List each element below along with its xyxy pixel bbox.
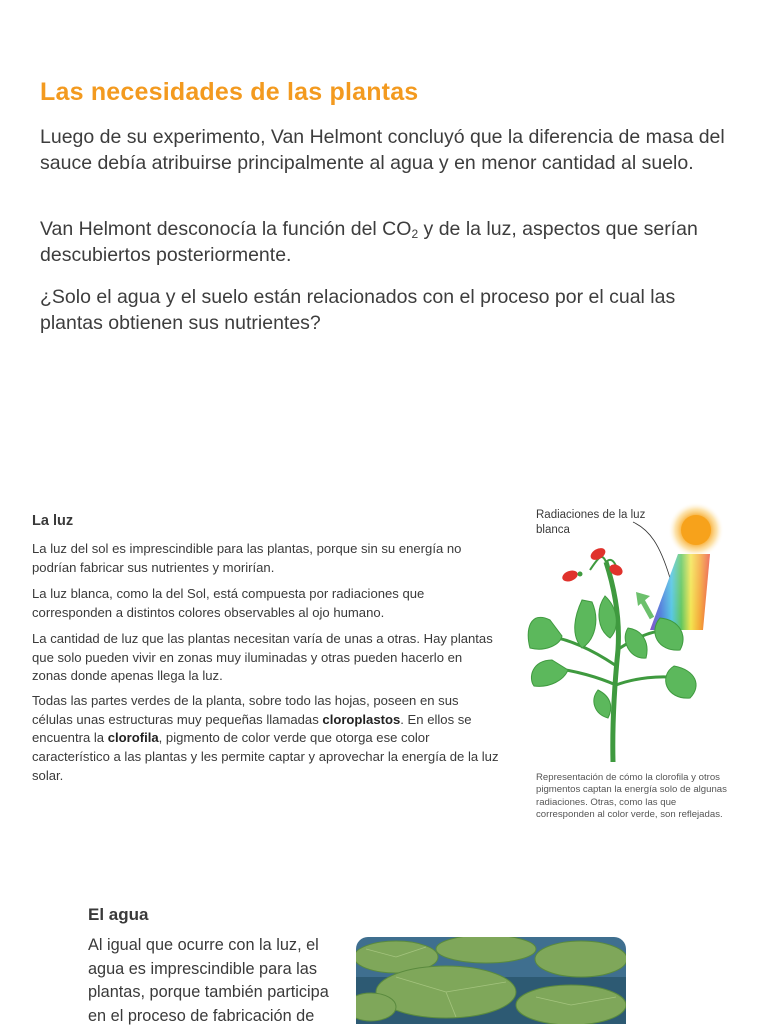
section-heading-luz: La luz	[32, 513, 74, 529]
figure-label: Radiaciones de la luz blanca	[536, 509, 646, 536]
sun-icon	[668, 502, 724, 558]
section-heading-agua: El agua	[88, 905, 149, 924]
page-title: Las necesidades de las plantas	[40, 78, 419, 106]
figure-caption: Representación de cómo la clorofila y otros pigmentos captan la energía solo de algunas radiaciones. Otras, como las que corresponden al color verde, son reflejadas.	[536, 772, 727, 821]
term-cloroplastos: cloroplastos	[322, 711, 401, 727]
agua-paragraph-1: Al igual que ocurre con la luz, el agua es imprescindible para las plantas, porque también participa en el proceso de fabricación de	[88, 936, 329, 1025]
term-clorofila: clorofila	[107, 730, 159, 746]
luz-p4-text-b: . En ellos se encuentra la	[32, 711, 472, 746]
luz-paragraph-4	[32, 692, 500, 786]
luz-p4-text-c: , pigmento de color verde que otorga ese color característico a las plantas y les permite captar y aprovechar la energía de la luz solar.	[32, 730, 499, 783]
luz-paragraph-3: La cantidad de luz que las plantas necesitan varía de unas a otras. Hay plantas que solo pueden vivir en zonas muy iluminadas y otras pueden hacerlo en zonas donde apenas llega la luz.	[32, 631, 493, 684]
reflected-green-arrow	[636, 592, 652, 618]
luz-paragraph-1: La luz del sol es imprescindible para las plantas, porque sin su energía no podrían fabricar sus nutrientes y morirían.	[32, 541, 462, 575]
luz-paragraph-2: La luz blanca, como la del Sol, está compuesta por radiaciones que corresponden a distintos colores observables al ojo humano.	[32, 586, 425, 620]
luz-p4-text-a: Todas las partes verdes de la planta, sobre todo las hojas, poseen en sus células unas estructuras muy pequeñas llamadas	[32, 693, 459, 727]
intro-paragraph-2	[40, 216, 730, 268]
intro-paragraph-1: Luego de su experimento, Van Helmont concluyó que la diferencia de masa del sauce debía atribuirse principalmente al agua y en menor cantidad al suelo.	[40, 126, 725, 174]
co2-subscript: 2	[411, 227, 419, 241]
intro-p2-text-b: y de la luz, aspectos que serían descubiertos posteriormente.	[40, 218, 698, 266]
intro-p2-text-a: Van Helmont desconocía la función del CO	[40, 218, 412, 240]
water-lily-photo	[356, 937, 626, 1024]
plant-illustration	[520, 500, 750, 770]
intro-question: ¿Solo el agua y el suelo están relacionados con el proceso por el cual las plantas obtienen sus nutrientes?	[40, 286, 676, 334]
